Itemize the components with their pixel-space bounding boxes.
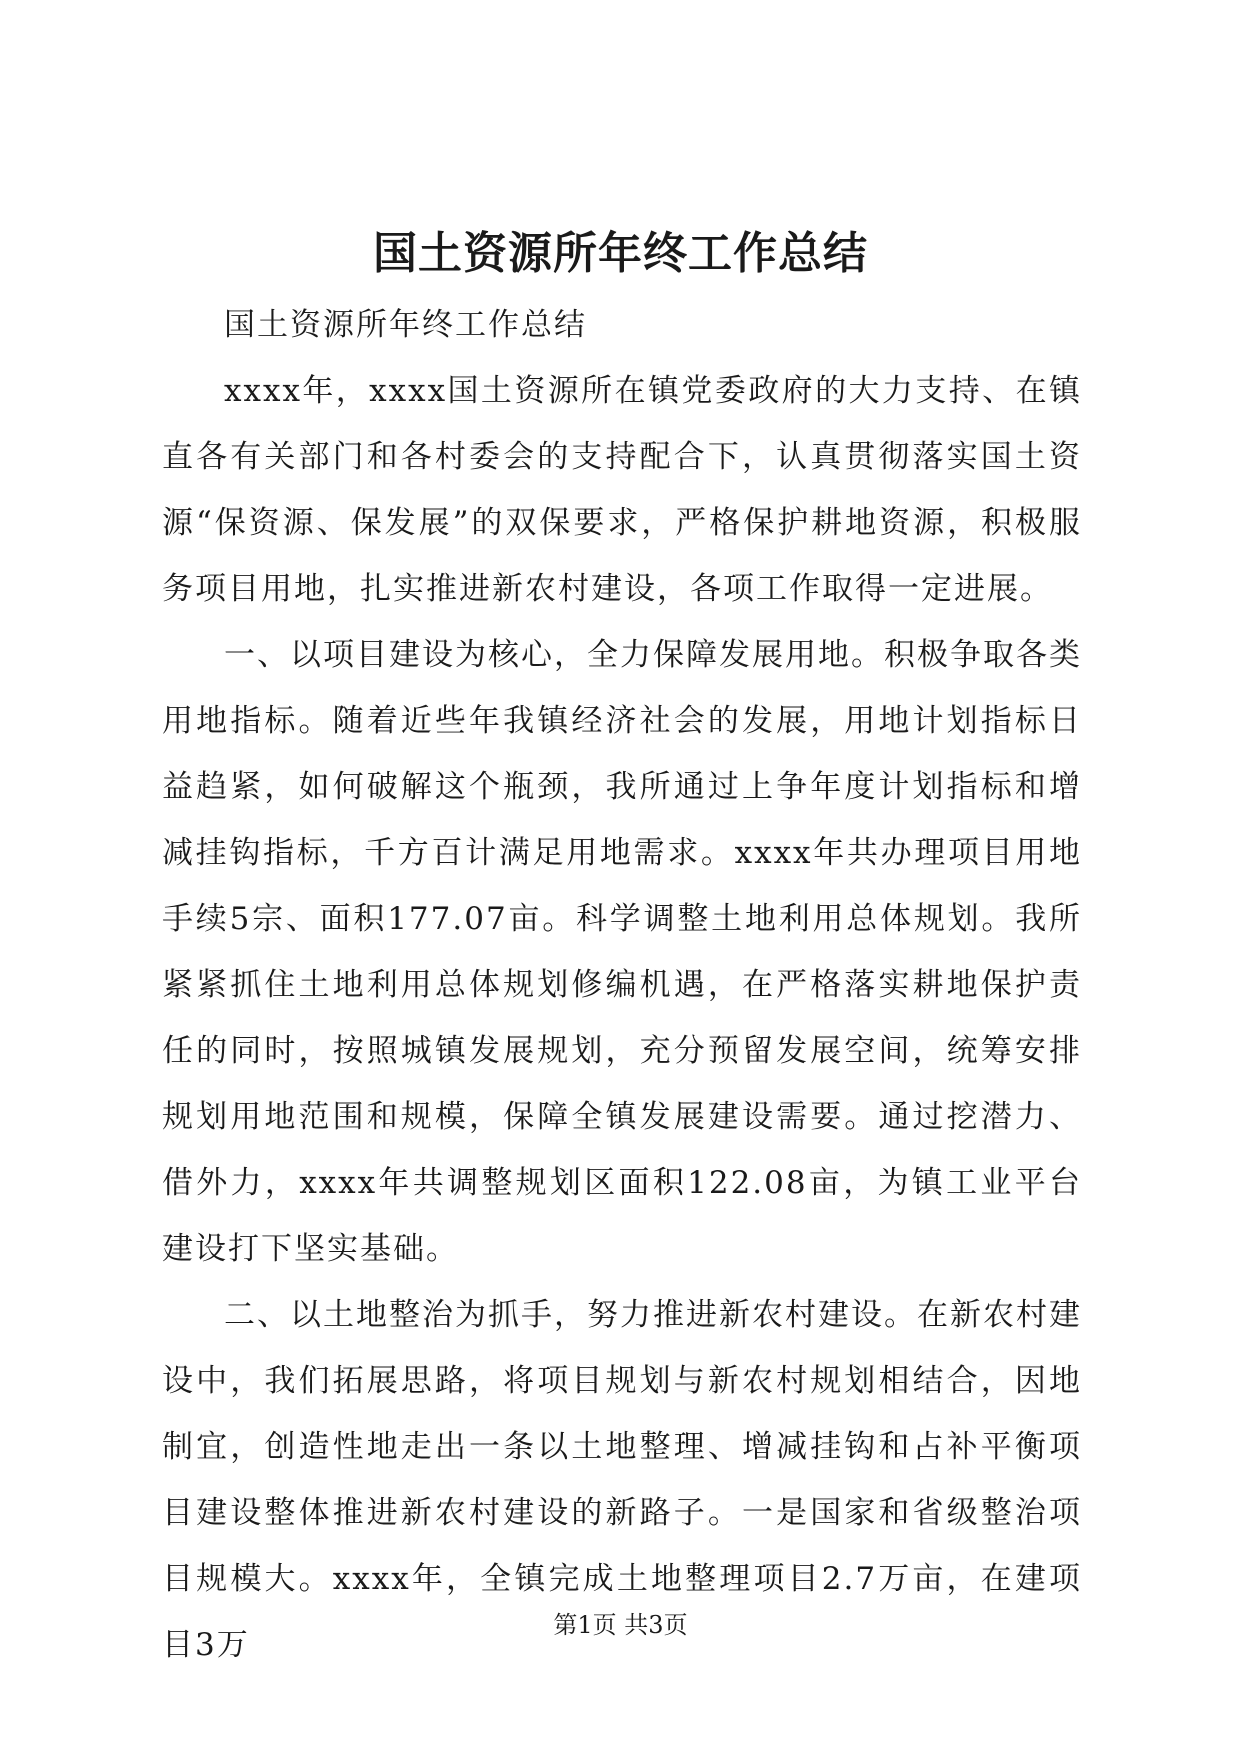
section-one-paragraph: 一、以项目建设为核心，全力保障发展用地。积极争取各类用地指标。随着近些年我镇经济社会的发展，用地计划指标日益趋紧，如何破解这个瓶颈，我所通过上争年度计划指标和增减挂钩指标，千方百计满足用地需求。xxxx年共办理项目用地手续5宗、面积177.07亩。科学调整土地利用总体规划。我所紧紧抓住土地利用总体规划修编机遇，在严格落实耕地保护责任的同时，按照城镇发展规划，充分预留发展空间，统筹安排规划用地范围和规模，保障全镇发展建设需要。通过挖潜力、借外力，xxxx年共调整规划区面积122.08亩，为镇工业平台建设打下坚实基础。 (162, 637, 1082, 1267)
page-footer: 第1页 共3页 (553, 1611, 688, 1639)
subtitle-paragraph: 国土资源所年终工作总结 (224, 307, 587, 343)
document-body (162, 292, 1082, 1678)
section-two-paragraph: 二、以土地整治为抓手，努力推进新农村建设。在新农村建设中，我们拓展思路，将项目规划与新农村规划相结合，因地制宜，创造性地走出一条以土地整理、增减挂钩和占补平衡项目建设整体推进新农村建设的新路子。一是国家和省级整治项目规模大。xxxx年，全镇完成土地整理项目2.7万亩，在建项目3万 (162, 1297, 1082, 1663)
document-title: 国土资源所年终工作总结 (373, 228, 868, 279)
intro-paragraph: xxxx年，xxxx国土资源所在镇党委政府的大力支持、在镇直各有关部门和各村委会的支持配合下，认真贯彻落实国土资源“保资源、保发展”的双保要求，严格保护耕地资源，积极服务项目用地，扎实推进新农村建设，各项工作取得一定进展。 (162, 373, 1082, 607)
